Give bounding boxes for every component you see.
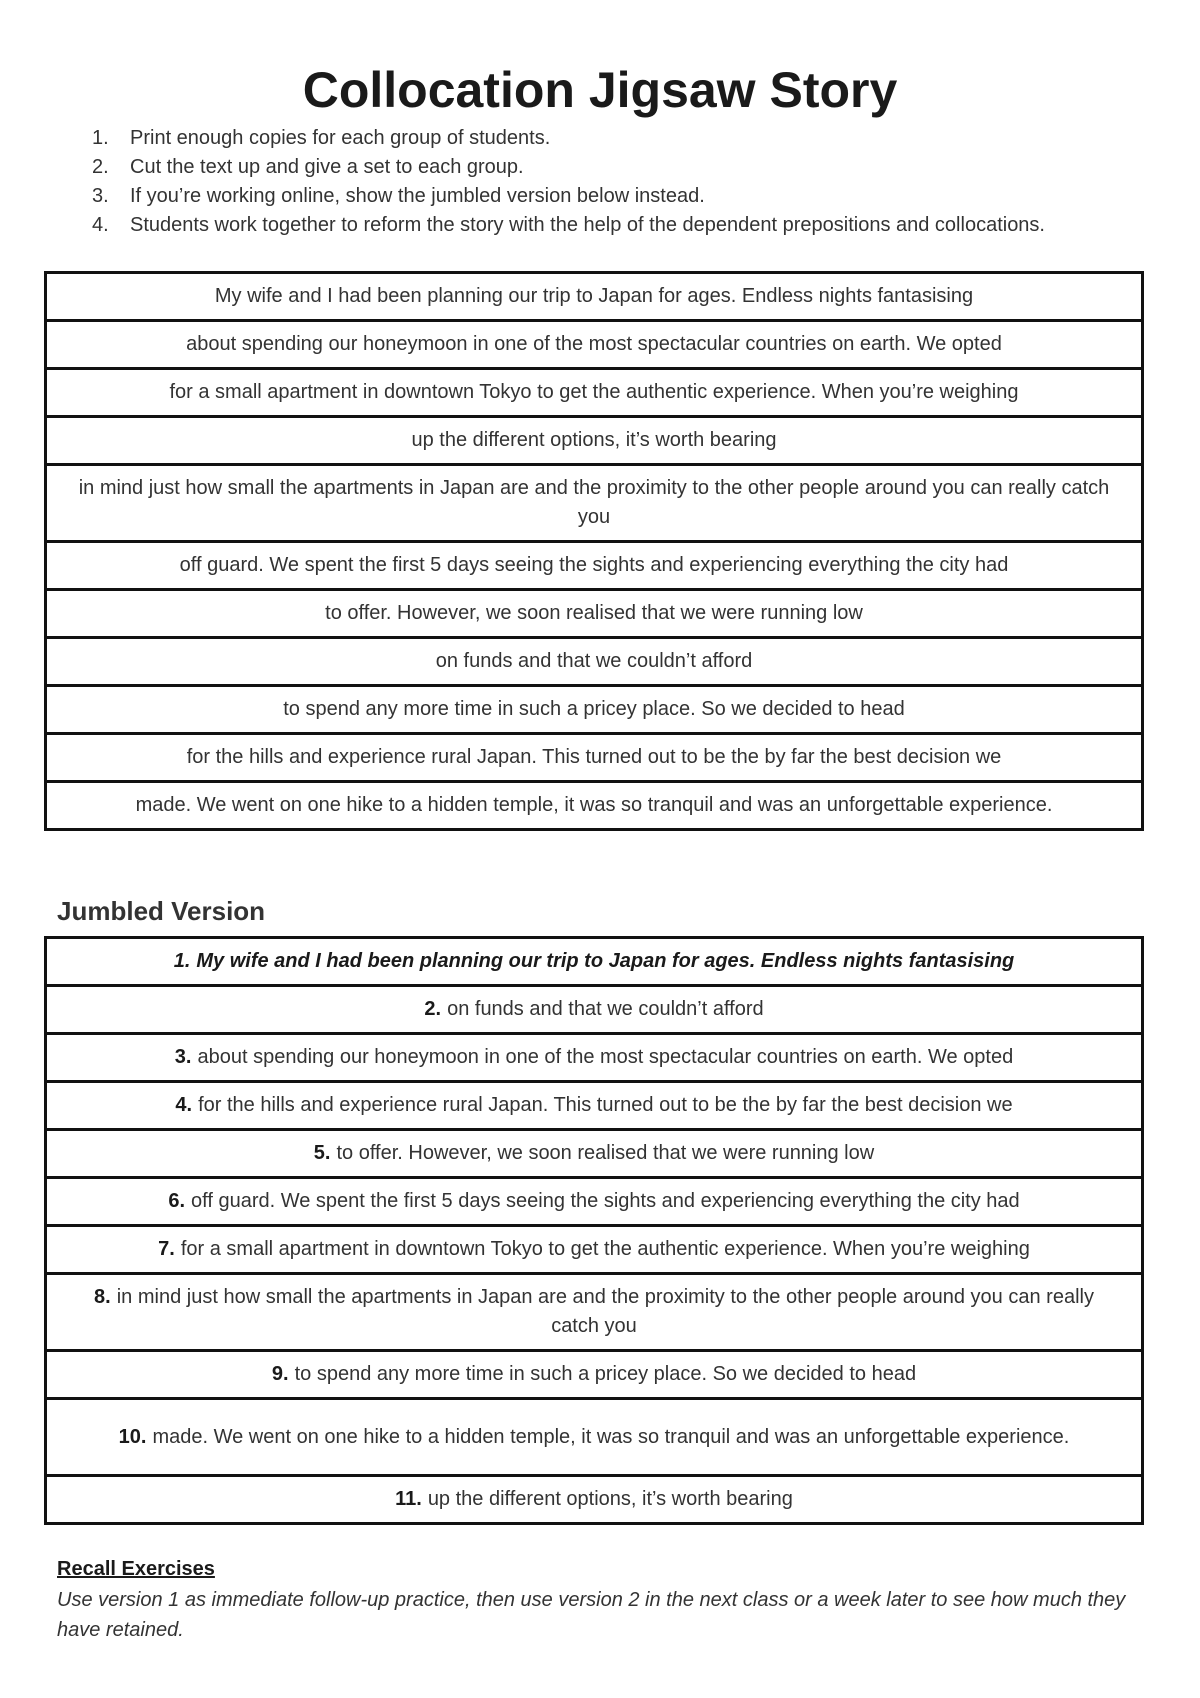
strip-number: 10. (118, 1425, 147, 1448)
instruction-number: 4. (92, 214, 109, 236)
table-row (46, 782, 1143, 830)
strip-text: for the hills and experience rural Japan. This turned out to be the by far the best decision we (198, 1094, 1013, 1116)
instruction-text: Print enough copies for each group of students. (130, 127, 551, 149)
strip-number: 7. (158, 1238, 175, 1260)
story-strip: off guard. We spent the first 5 days seeing the sights and experiencing everything the city had (46, 542, 1143, 590)
jumbled-strip (46, 1274, 1143, 1351)
table-row (46, 417, 1143, 465)
story-strip: made. We went on one hike to a hidden temple, it was so tranquil and was an unforgettable experience. (46, 782, 1143, 830)
table-row (46, 638, 1143, 686)
strip-text: on funds and that we couldn’t afford (447, 998, 764, 1020)
table-row (46, 273, 1143, 321)
story-strip: up the different options, it’s worth bearing (46, 417, 1143, 465)
story-strip: to spend any more time in such a pricey place. So we decided to head (46, 686, 1143, 734)
table-row (46, 321, 1143, 369)
jumbled-strip (46, 1130, 1143, 1178)
table-row (46, 1130, 1143, 1178)
instruction-text: If you’re working online, show the jumbled version below instead. (130, 185, 705, 207)
story-strip: in mind just how small the apartments in Japan are and the proximity to the other people around you can really catch you (46, 465, 1143, 542)
instruction-item (92, 182, 1052, 211)
strip-number: 3. (174, 1046, 192, 1068)
instruction-item (92, 124, 1052, 153)
table-row (46, 590, 1143, 638)
table-row (46, 1178, 1143, 1226)
recall-exercises-text: Use version 1 as immediate follow-up practice, then use version 2 in the next class or a week later to see how much they have retained. (57, 1589, 1126, 1641)
strip-text: about spending our honeymoon in one of the most spectacular countries on earth. We opted (197, 1046, 1014, 1068)
instruction-number: 1. (92, 127, 109, 149)
table-row (46, 542, 1143, 590)
table-row (46, 1476, 1143, 1524)
instruction-text: Students work together to reform the story with the help of the dependent prepositions and collocations. (130, 214, 1045, 236)
instruction-item (92, 153, 1052, 182)
instruction-number: 2. (92, 156, 109, 178)
jumbled-strip (46, 1476, 1143, 1524)
jumbled-strip (46, 1351, 1143, 1399)
story-strip: about spending our honeymoon in one of the most spectacular countries on earth. We opted (46, 321, 1143, 369)
story-strip: on funds and that we couldn’t afford (46, 638, 1143, 686)
strip-text: to offer. However, we soon realised that we were running low (336, 1142, 875, 1164)
table-row (46, 369, 1143, 417)
strip-number: 5. (313, 1142, 331, 1164)
story-strip: My wife and I had been planning our trip to Japan for ages. Endless nights fantasising (46, 273, 1143, 321)
jumbled-strip (46, 1082, 1143, 1130)
strip-text: to spend any more time in such a pricey place. So we decided to head (294, 1363, 917, 1385)
table-row (46, 1082, 1143, 1130)
table-row (46, 686, 1143, 734)
strip-text: made. We went on one hike to a hidden temple, it was so tranquil and was an unforgettable experience. (152, 1425, 1070, 1448)
story-strip: for the hills and experience rural Japan. This turned out to be the by far the best decision we (46, 734, 1143, 782)
table-row (46, 1351, 1143, 1399)
strip-text: My wife and I had been planning our trip to Japan for ages. Endless nights fantasising (196, 950, 1015, 972)
instruction-item (92, 211, 1052, 240)
strip-number: 2. (424, 998, 442, 1020)
strip-text: up the different options, it’s worth bearing (427, 1488, 793, 1510)
table-row (46, 938, 1143, 986)
strip-number: 11. (395, 1488, 422, 1510)
jumbled-strips-table (44, 936, 1144, 1525)
instruction-number: 3. (92, 185, 109, 207)
strip-number: 8. (94, 1286, 111, 1308)
table-row (46, 1034, 1143, 1082)
page-title: Collocation Jigsaw Story (302, 62, 898, 118)
table-row (46, 1274, 1143, 1351)
table-row (46, 986, 1143, 1034)
story-strips-table (44, 271, 1144, 831)
table-row (46, 465, 1143, 542)
strip-text: for a small apartment in downtown Tokyo to get the authentic experience. When you’re weighing (180, 1238, 1030, 1260)
jumbled-strip (46, 1399, 1143, 1476)
story-strip: to offer. However, we soon realised that we were running low (46, 590, 1143, 638)
jumbled-strip (46, 1178, 1143, 1226)
instruction-text: Cut the text up and give a set to each group. (130, 156, 524, 178)
table-row (46, 1399, 1143, 1476)
strip-text: in mind just how small the apartments in Japan are and the proximity to the other people around you can really catch you (116, 1286, 1094, 1337)
instructions-list (92, 124, 1052, 240)
strip-number: 9. (271, 1363, 289, 1385)
table-row (46, 1226, 1143, 1274)
story-strip: for a small apartment in downtown Tokyo to get the authentic experience. When you’re weighing (46, 369, 1143, 417)
jumbled-strip (46, 938, 1143, 986)
recall-exercises-heading: Recall Exercises (57, 1558, 215, 1580)
strip-number: 1. (173, 950, 191, 972)
strip-number: 6. (168, 1190, 186, 1212)
strip-text: off guard. We spent the first 5 days seeing the sights and experiencing everything the city had (191, 1190, 1020, 1212)
strip-number: 4. (175, 1094, 193, 1116)
jumbled-strip (46, 1226, 1143, 1274)
jumbled-version-heading: Jumbled Version (57, 896, 266, 926)
jumbled-strip (46, 1034, 1143, 1082)
table-row (46, 734, 1143, 782)
jumbled-strip (46, 986, 1143, 1034)
